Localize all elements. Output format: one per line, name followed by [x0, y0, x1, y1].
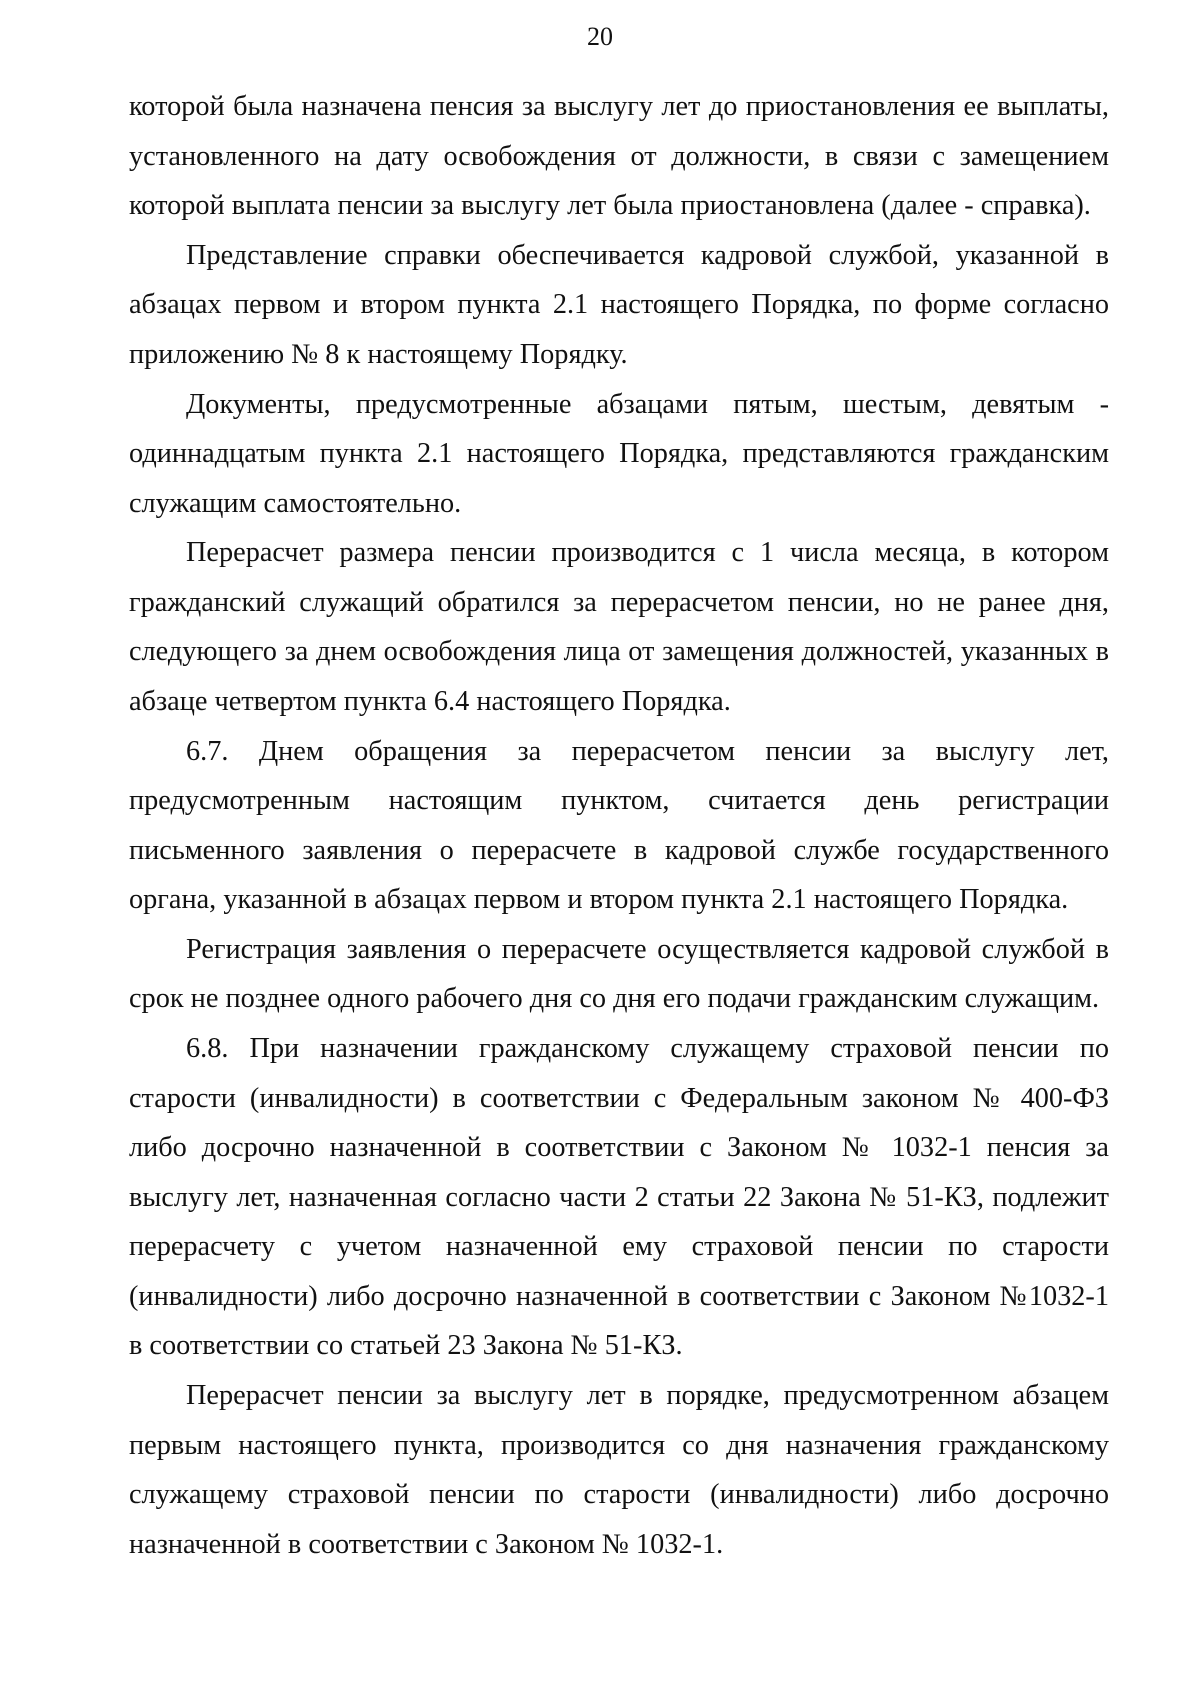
paragraph: Регистрация заявления о перерасчете осуществляется кадровой службой в срок не позднее одного рабочего дня со дня его подачи гражданским служащим.	[129, 933, 1109, 1015]
paragraph: Документы, предусмотренные абзацами пятым, шестым, девятым - одиннадцатым пункта 2.1 настоящего Порядка, представляются гражданским служащим самостоятельно.	[129, 388, 1109, 519]
page-number: 20	[587, 22, 613, 51]
paragraph: Перерасчет пенсии за выслугу лет в порядке, предусмотренном абзацем первым настоящего пункта, производится со дня назначения гражданскому служащему страховой пенсии по старости (инвалидности) либо досрочно назначенной в соответствии с Законом № 1032-1.	[129, 1380, 1109, 1560]
paragraph: Перерасчет размера пенсии производится с 1 числа месяца, в котором гражданский служащий обратился за перерасчетом пенсии, но не ранее дня, следующего за днем освобождения лица от замещения должностей, указанных в абзаце четвертом пункта 6.4 настоящего Порядка.	[129, 537, 1109, 717]
paragraph: Представление справки обеспечивается кадровой службой, указанной в абзацах первом и втором пункта 2.1 настоящего Порядка, по форме согласно приложению № 8 к настоящему Порядку.	[129, 239, 1109, 370]
paragraph-clause-6-7: 6.7. Днем обращения за перерасчетом пенсии за выслугу лет, предусмотренным настоящим пунктом, считается день регистрации письменного заявления о перерасчете в кадровой службе государственного органа, указанной в абзацах первом и втором пункта 2.1 настоящего Порядка.	[129, 735, 1109, 916]
paragraph-clause-6-8: 6.8. При назначении гражданскому служащему страховой пенсии по старости (инвалидности) в соответствии с Федеральным законом № 400-ФЗ либо досрочно назначенной в соответствии с Законом № 1032-1 пенсия за выслугу лет, назначенная согласно части 2 статьи 22 Закона № 51-КЗ, подлежит перерасчету с учетом назначенной ему страховой пенсии по старости (инвалидности) либо досрочно назначенной в соответствии с Законом №1032-1 в соответствии со статьей 23 Закона № 51-КЗ.	[129, 1033, 1109, 1362]
paragraph-continuation: которой была назначена пенсия за выслугу лет до приостановления ее выплаты, установленного на дату освобождения от должности, в связи с замещением которой выплата пенсии за выслугу лет была приостановлена (далее - справка).	[129, 91, 1109, 221]
document-body	[129, 82, 1109, 1569]
